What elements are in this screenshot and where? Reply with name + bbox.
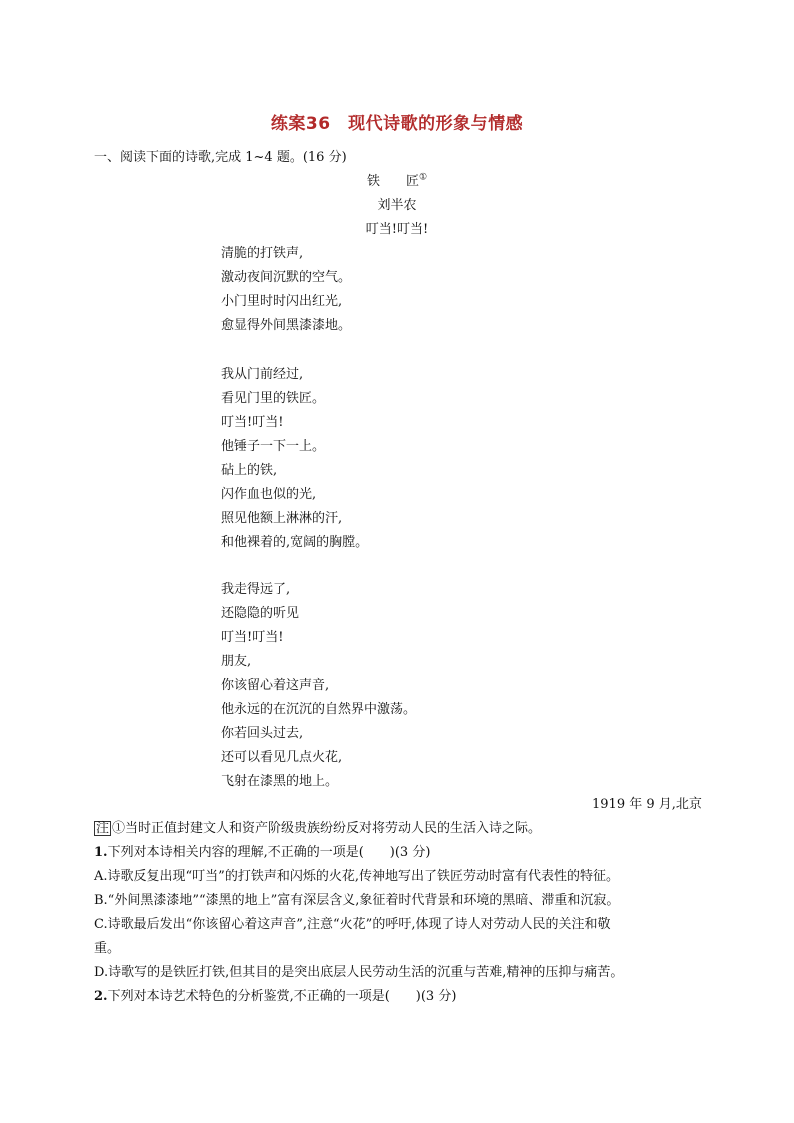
poem-title-text: 铁 匠: [366, 174, 419, 189]
footnote: [94, 821, 541, 837]
option-c-continued: 重。: [94, 941, 121, 956]
poem-line: 朋友,: [221, 654, 252, 669]
poem-line: 还可以看见几点火花,: [221, 750, 343, 765]
question-2-stem: 下列对本诗艺术特色的分析鉴赏,不正确的一项是( )(3 分): [107, 989, 457, 1004]
option-c: C.诗歌最后发出“你该留心着这声音”,注意“火花”的呼吁,体现了诗人对劳动人民的关注和敬: [94, 917, 611, 932]
option-a: A.诗歌反复出现“叮当”的打铁声和闪烁的火花,传神地写出了铁匠劳动时富有代表性的特征。: [94, 869, 619, 884]
page-title: 练案36 现代诗歌的形象与情感: [270, 114, 524, 134]
option-b: B.“外间黑漆漆地”“漆黑的地上”富有深层含义,象征着时代背景和环境的黑暗、滞重和沉寂。: [94, 893, 620, 908]
poem-title-note-mark: ①: [418, 172, 428, 183]
poem-line: 闪作血也似的光,: [221, 487, 317, 502]
question-1-stem: 下列对本诗相关内容的理解,不正确的一项是( )(3 分): [107, 845, 431, 860]
poem-line: 清脆的打铁声,: [221, 246, 304, 261]
poem-line: 看见门里的铁匠。: [221, 391, 326, 406]
poem-author: 刘半农: [377, 198, 417, 213]
poem-line: 和他裸着的,宽阔的胸膛。: [221, 535, 369, 550]
poem-line: 激动夜间沉默的空气。: [221, 270, 352, 285]
poem-line: 照见他额上淋淋的汗,: [221, 511, 343, 526]
note-text: ①当时正值封建文人和资产阶级贵族纷纷反对将劳动人民的生活入诗之际。: [112, 821, 542, 836]
question-2-number: 2.: [94, 989, 108, 1004]
poem-line: 愈显得外间黑漆漆地。: [221, 318, 352, 333]
poem-line: 我从门前经过,: [221, 367, 304, 382]
option-d: D.诗歌写的是铁匠打铁,但其目的是突出底层人民劳动生活的沉重与苦难,精神的压抑与痛苦。: [94, 965, 624, 980]
poem-line: 还隐隐的听见: [221, 606, 300, 621]
poem-line: 叮当!叮当!: [221, 630, 284, 645]
poem-line: 我走得远了,: [221, 582, 291, 597]
poem-title: [0, 174, 794, 190]
poem-date: 1919 年 9 月,北京: [592, 797, 702, 812]
question-1: [94, 845, 430, 861]
poem-line: 小门里时时闪出红光,: [221, 294, 343, 309]
poem-line: 叮当!叮当!: [221, 415, 284, 430]
poem-line: 你该留心着这声音,: [221, 678, 330, 693]
poem-line: 他锤子一下一上。: [221, 439, 326, 454]
poem-line: 砧上的铁,: [221, 463, 278, 478]
note-label: 注: [96, 821, 110, 836]
section-heading: 一、阅读下面的诗歌,完成 1~4 题。(16 分): [94, 150, 347, 165]
question-2: [94, 989, 456, 1005]
poem-line: 飞射在漆黑的地上。: [221, 774, 339, 789]
question-1-number: 1.: [94, 845, 108, 860]
poem-line: 他永远的在沉沉的自然界中激荡。: [221, 702, 417, 717]
poem-line: 你若回头过去,: [221, 726, 304, 741]
poem-refrain: 叮当!叮当!: [365, 222, 429, 237]
